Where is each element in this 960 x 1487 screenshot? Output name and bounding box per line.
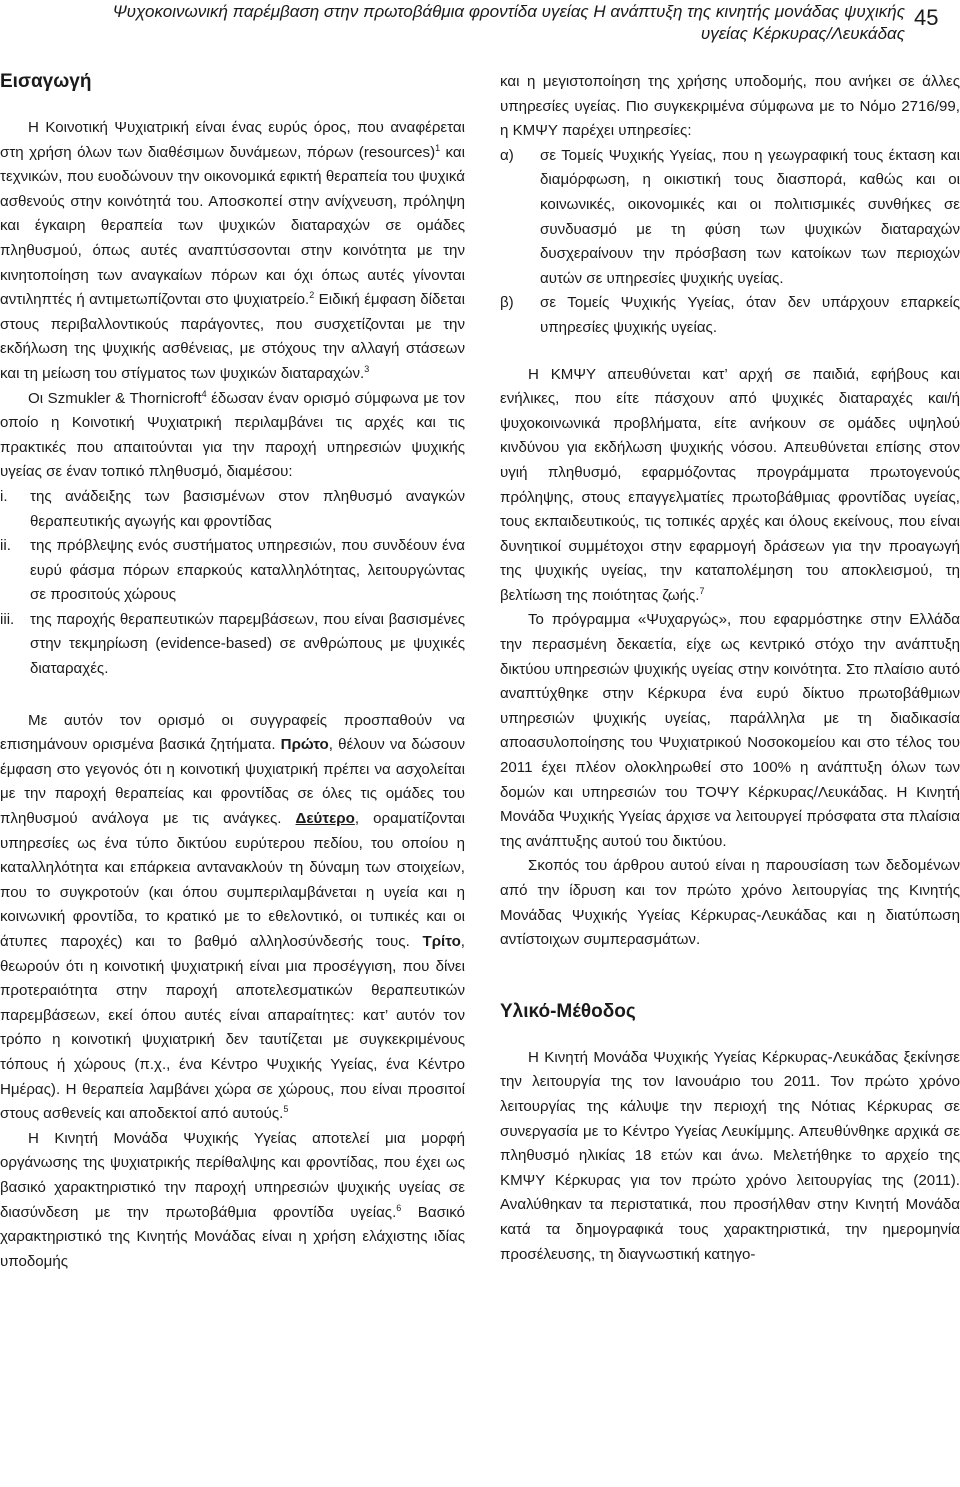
list-item-text: της παροχής θεραπευτικών παρεμβάσεων, που είναι βασισμένες στην τεκμηρίωση (evidence-based) σε ανθρώπους με ψυχικές διαταραχές.: [30, 610, 465, 678]
page-number: 45: [914, 5, 939, 30]
list-marker: i.: [0, 487, 8, 505]
running-title-line-1: Ψυχοκοινωνική παρέμβαση στην πρωτοβάθμια φροντίδα υγείας Η ανάπτυξη της κινητής μονάδας ψυχικής: [112, 2, 905, 21]
paragraph-aim: Σκοπός του άρθρου αυτού είναι η παρουσίαση των δεδομένων από την ίδρυση και τον πρώτο χρόνο λειτουργίας της Κινητής Μονάδας Ψυχικής Υγείας Κέρκυρας-Λευκάδας και η διατύπωση αντίστοιχων συμπερασμάτων.: [500, 857, 960, 949]
paragraph-methods: Η Κινητή Μονάδα Ψυχικής Υγείας Κέρκυρας-Λευκάδας ξεκίνησε την λειτουργία της τον Ιανουάριο του 2011. Τον πρώτο χρόνο λειτουργίας της κάλυψε την περιοχή της Νότιας Κέρκυρας σε συνεργασία με το Κέντρο Υγείας Λευκίμμης. Απευθύνθηκε αρχικά σε πληθυσμό ηλικίας 18 ετών και άνω. Μελετήθηκε το αρχείο της ΚΜΨΥ Κέρκυρας για τον πρώτο χρόνο λειτουργίας της (2011). Αναλύθηκαν τα περιστατικά, που προσήλθαν στην Κινητή Μονάδα κατά τα δημογραφικά τους χαρακτηριστικά, την ημερομηνία προσέλευσης, τη διαγνωστική κατηγο-: [500, 1048, 960, 1263]
text-run: , θεωρούν ότι η κοινοτική ψυχιατρική είναι μια προσέγγιση, που δίνει προτεραιότητα στην παροχή αποτελεσματικών θεραπευτικών παρεμβάσεων, εκεί όπου αυτές είναι απαραίτητες: κατ’ αυτόν τον τρόπο η κοινοτική ψυχιατρική δεν ταυτίζεται με συγκεκριμένους τόπους ή χώρους (π.χ., ένα Κέντρο Ψυχικής Υγείας, ένα Κέντρο Ημέρας). Η θεραπεία λαμβάνει χώρα σε χώρους, που είναι προσιτοί στους ασθενείς και αποδεκτοί από αυτούς.: [0, 933, 465, 1123]
text-run: Η Κινητή Μονάδα Ψυχικής Υγείας αποτελεί μια μορφή οργάνωσης της ψυχιατρικής περίθαλψης και φροντίδας, που έχει ως βασικό χαρακτηριστικό την παροχή υπηρεσιών ψυχικής υγείας σε διασύνδεση με την πρωτοβάθμια φροντίδα υγείας.: [0, 1129, 465, 1221]
services-list: [500, 144, 960, 341]
list-item-text: της ανάδειξης των βασισμένων στον πληθυσμό αναγκών θεραπευτικής αγωγής και φροντίδας: [30, 487, 465, 530]
list-item-text: σε Τομείς Ψυχικής Υγείας, όταν δεν υπάρχουν επαρκείς υπηρεσίες ψυχικής υγείας.: [540, 294, 960, 336]
intro-paragraph-1: [0, 116, 465, 387]
emphasis-second: Δεύτερο: [295, 810, 355, 828]
footnote-ref-5: 5: [283, 1104, 289, 1115]
list-marker: β): [500, 294, 514, 312]
section-heading-introduction: Εισαγωγή: [0, 71, 92, 92]
text-run: και τεχνικών, που ευοδώνουν την οικονομικά εφικτή θεραπεία του ψυχικά ασθενούς στην κοινότητά του. Αποσκοπεί στην ανίχνευση, πρόληψη και έγκαιρη θεραπεία των ψυχικών διαταραχών σε ομάδες πληθυσμού, όπως αυτές αναπτύσσονται στην κοινότητα με την κινητοποίηση των αναγκαίων πόρων και όχι όπως αυτές γίνονται αντιληπτές ή αντιμετωπίζονται στο ψυχιατρείο.: [0, 143, 465, 309]
text-run: Ειδική έμφαση δίδεται στους περιβαλλοντικούς παράγοντες, που συσχετίζονται με την εκδήλωση της ψυχικής ασθένειας, με στόχους την αλλαγή στάσεων και τη μείωση του στίγματος των ψυχικών διαταραχών.: [0, 291, 465, 382]
emphasis-third: Τρίτο: [422, 933, 461, 950]
running-title: [0, 1, 905, 45]
text-run: Η ΚΜΨΥ απευθύνεται κατ’ αρχή σε παιδιά, εφήβους και ενήλικες, που είτε πάσχουν από ψυχικές διαταραχές και/ή ψυχοκοινωνικά προβλήματα, είτε ανήκουν σε ομάδες υψηλού κινδύνου για εκδήλωση ψυχικής νόσου. Απευθύνεται επίσης στον υγιή πληθυσμό, εφαρμόζοντας προγράμματα πρωτογενούς πρόληψης, στους επαγγελματίες πρωτοβάθμιας φροντίδας υγείας, τους εκπαιδευτικούς, τις τοπικές αρχές και όλους εκείνους, που είναι δυνητικοί συμμέτοχοι στην εφαρμογή δράσεων για την προαγωγή της ψυχικής υγείας, την καταπολέμηση του αποκλεισμού, τη βελτίωση της ποιότητας ζωής.: [500, 365, 960, 604]
text-run: Η Κοινοτική Ψυχιατρική είναι ένας ευρύς όρος, που αναφέρεται στη χρήση όλων των διαθέσιμων δυνάμεων, πόρων (resources): [0, 119, 465, 161]
footnote-ref-4: 4: [201, 388, 207, 399]
footnote-ref-2: 2: [309, 290, 315, 301]
running-header: [0, 0, 960, 52]
section-heading-methods: Υλικό-Μέθοδος: [500, 1000, 636, 1022]
list-item: [0, 608, 465, 682]
footnote-ref-3: 3: [364, 363, 370, 374]
running-title-line-2: υγείας Κέρκυρας/Λευκάδας: [700, 24, 905, 43]
text-run: , θέλουν να δώσουν έμφαση στο γεγονός ότι η κοινοτική ψυχιατρική πρέπει να ασχολείται με την παροχή θεραπείας και φροντίδας σε όλες τις ομάδες του πληθυσμού ανάλογα με τις ανάγκες.: [0, 736, 465, 828]
text-run: έδωσαν έναν ορισμό σύμφωνα με τον οποίο η Κοινοτική Ψυχιατρική περιλαμβάνει τις αρχές και τις πρακτικές που απαιτούνται για την παροχή υπηρεσιών ψυχικής υγείας σε έναν τοπικό πληθυσμό, διαμέσου:: [0, 389, 465, 481]
list-marker: ii.: [0, 537, 11, 555]
list-item: [500, 291, 960, 340]
intro-paragraph-3: [0, 709, 465, 1127]
continued-paragraph: και η μεγιστοποίηση της χρήσης υποδομής, που ανήκει σε άλλες υπηρεσίες υγείας. Πιο συγκεκριμένα σύμφωνα με το Νόμο 2716/99, η ΚΜΨΥ παρέχει υπηρεσίες:: [500, 73, 960, 140]
footnote-ref-1: 1: [435, 142, 441, 153]
list-item: [0, 534, 465, 608]
list-item-text: της πρόβλεψης ενός συστήματος υπηρεσιών, που συνδέουν ένα ευρύ φάσμα πόρων επαρκούς καταλληλότητας, λειτουργώντας σε προσιτούς χώρους: [30, 537, 465, 604]
text-run: Βασικό χαρακτηριστικό της Κινητής Μονάδας είναι η χρήση ελάχιστης ιδίας υποδομής: [0, 1203, 465, 1270]
text-run: , οραματίζονται υπηρεσίες ως ένα τύπο δικτύου ευρύτερου πεδίου, του οποίου η καταλληλότητα και επάρκεια αντανακλούν τη δύναμη των στοιχείων, που το συγκροτούν (και όπου συμπεριλαμβάνεται η υγεία και η κοινωνική φροντίδα, το κρατικό με το εθελοντικό, οι τυπικές και οι άτυπες παροχές) και το βαθμό αλληλοσύνδεσής τους.: [0, 810, 465, 950]
list-item-text: σε Τομείς Ψυχικής Υγείας, που η γεωγραφική τους έκταση και διαμόρφωση, η οικιστική τους διασπορά, καθώς και οι κοινωνικές, οικονομικές και οι πολιτισμικές συνθήκες σε συνδυασμό με τη φύση των ψυχικών διαταραχών δυσχεραίνουν την πρόσβαση των κατοίκων των περιοχών αυτών σε υπηρεσίες ψυχικής υγείας.: [540, 146, 960, 287]
paragraph-psychargos: Το πρόγραμμα «Ψυχαργώς», που εφαρμόστηκε στην Ελλάδα την περασμένη δεκαετία, είχε ως κεντρικό στόχο την ανάπτυξη δικτύου υπηρεσιών ψυχικής υγείας στην κοινότητα. Στο πλαίσιο αυτό αναπτύχθηκε στην Κέρκυρα ένα ευρύ δίκτυο πρωτοβάθμιων υπηρεσιών ψυχικής υγείας, παράλληλα με τη διαδικασία αποασυλοποίησης του Ψυχιατρικού Νοσοκομείου και στο τέλος του 2011 έχει πλέον ολοκληρωθεί στο 100% η ανάπτυξη όλων των δομών και υπηρεσιών του ΤΟΨΥ Κέρκυρας/Λευκάδας. Η Κινητή Μονάδα Ψυχικής Υγείας άρχισε να λειτουργεί πρόσφατα στα πλαίσια της ανάπτυξης αυτού του δικτύου.: [500, 611, 960, 850]
list-marker: α): [500, 146, 514, 164]
list-marker: iii.: [0, 610, 15, 628]
footnote-ref-6: 6: [396, 1202, 402, 1213]
left-column: [0, 70, 465, 1274]
list-item: [500, 144, 960, 292]
emphasis-first: Πρώτο: [280, 736, 329, 754]
definition-list: [0, 485, 465, 682]
paragraph-target-groups: [500, 363, 960, 609]
right-column: [500, 70, 960, 1267]
text-run: Οι Szmukler & Thornicroft: [28, 389, 202, 407]
list-item: [0, 485, 465, 534]
intro-paragraph-4: [0, 1127, 465, 1275]
intro-paragraph-2: [0, 387, 465, 485]
footnote-ref-7: 7: [699, 585, 705, 596]
text-run: Με αυτόν τον ορισμό οι συγγραφείς προσπαθούν να επισημάνουν ορισμένα βασικά ζητήματα.: [0, 711, 465, 754]
